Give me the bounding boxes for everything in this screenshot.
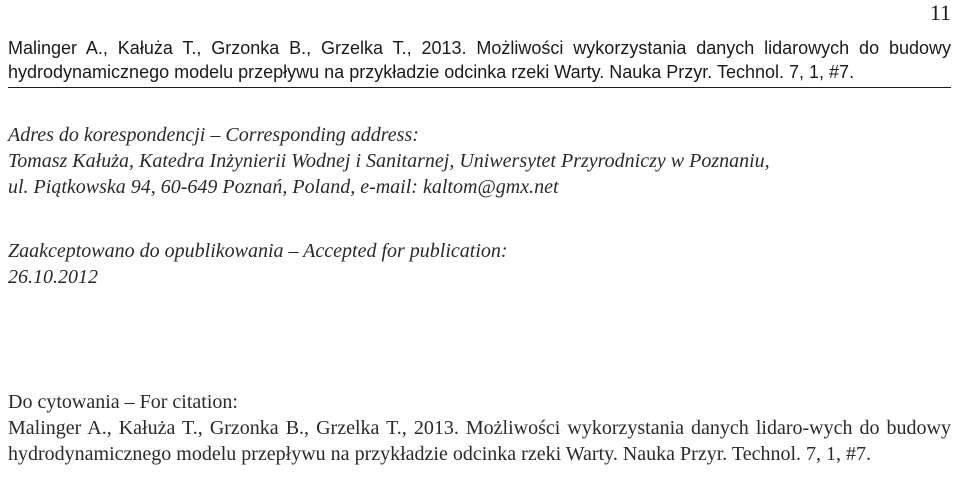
citation-block: [8, 389, 951, 467]
page-number: 11: [929, 0, 951, 25]
correspondence-line-2: ul. Piątkowska 94, 60-649 Poznań, Poland, e-mail: kaltom@gmx.net: [8, 176, 559, 198]
correspondence-line-1: Tomasz Kałuża, Katedra Inżynierii Wodnej i Sanitarnej, Uniwersytet Przyrodniczy w Poznaniu,: [8, 150, 770, 172]
citation-text: Malinger A., Kałuża T., Grzonka B., Grzelka T., 2013. Możliwości wykorzystania danych lidaro-wych do budowy hydrodynamicznego modelu przepływu na przykładzie odcinka rzeki Warty. Nauka Przyr. Technol. 7, 1, #7.: [8, 417, 951, 465]
accepted-heading: Zaakceptowano do opublikowania – Accepted for publication:: [8, 240, 508, 262]
header-divider: [8, 87, 951, 88]
correspondence-address: [8, 122, 951, 200]
correspondence-heading: Adres do korespondencji – Corresponding address:: [8, 124, 419, 146]
citation-heading: Do cytowania – For citation:: [8, 391, 238, 413]
acceptance-info: [8, 238, 951, 290]
accepted-date: 26.10.2012: [8, 266, 98, 288]
running-header-citation: Malinger A., Kałuża T., Grzonka B., Grzelka T., 2013. Możliwości wykorzystania danych lidarowych do budowy hydrodynamicznego modelu przepływu na przykładzie odcinka rzeki Warty. Nauka Przyr. Technol. 7, 1, #7.: [8, 38, 951, 82]
